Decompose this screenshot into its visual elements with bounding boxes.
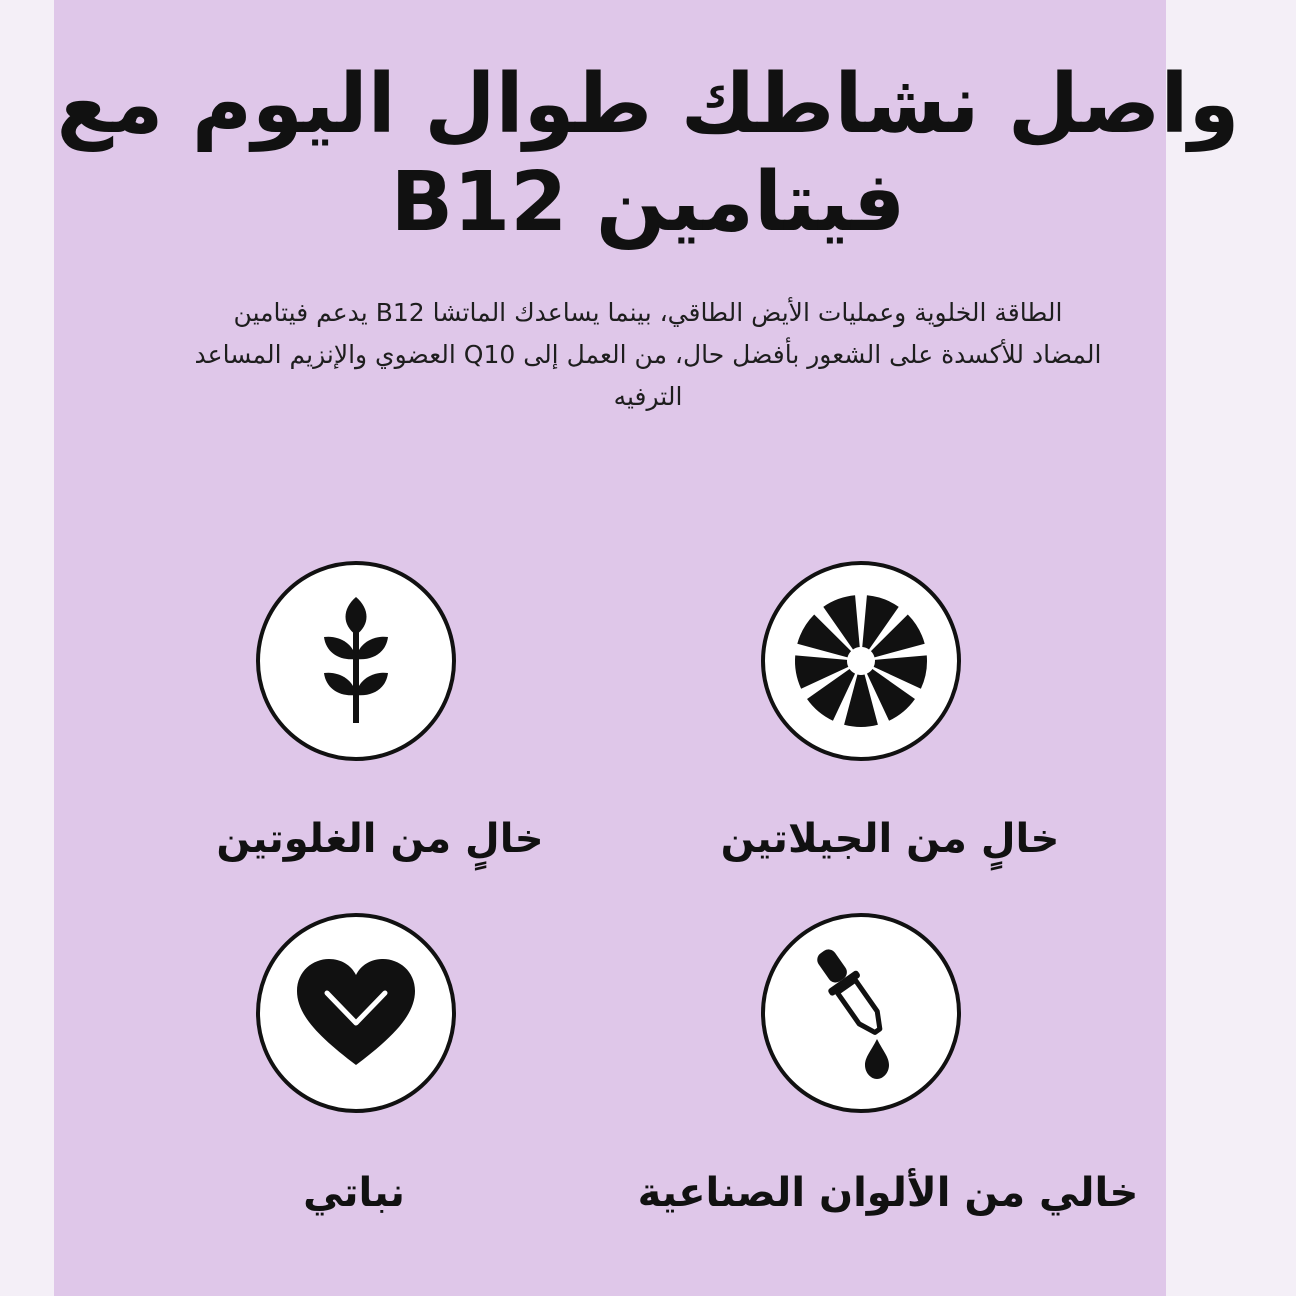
feature-label-gelatin-free: خالٍ من الجيلاتين [720, 816, 1060, 862]
title-line-1: واصل نشاطك طوال اليوم مع [56, 57, 1240, 152]
feature-label-gluten-free: خالٍ من الغلوتين [216, 816, 544, 862]
heart-icon [256, 913, 456, 1113]
title-line-2: فيتامين B12 [390, 155, 906, 250]
dropper-icon [761, 913, 961, 1113]
feature-label-vegan: نباتي [303, 1170, 405, 1216]
citrus-slice-icon [761, 561, 961, 761]
wheat-icon [256, 561, 456, 761]
description-line-3: الترفيه [613, 382, 683, 411]
description-line-1: الطاقة الخلوية وعمليات الأيض الطاقي، بينما يساعدك الماتشا B12 يدعم فيتامين [233, 298, 1063, 327]
description [100, 292, 1196, 418]
feature-label-no-artificial-colors: خالي من الألوان الصناعية [637, 1170, 1139, 1216]
description-line-2: المضاد للأكسدة على الشعور بأفضل حال، من العمل إلى Q10 العضوي والإنزيم المساعد [194, 340, 1102, 369]
page-title [54, 56, 1242, 252]
